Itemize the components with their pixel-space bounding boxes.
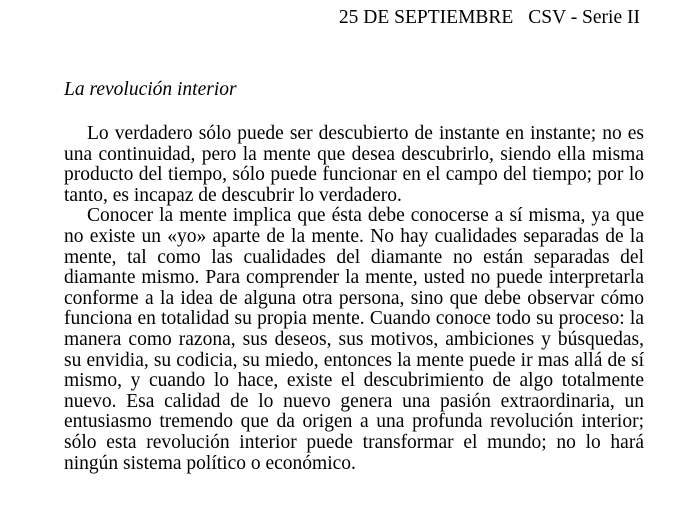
section-title: La revolución interior (64, 79, 237, 100)
paragraph: Lo verdadero sólo puede ser descubierto de instante en instante; no es una continuidad, pero la mente que desea descubrirlo, siendo ella misma producto del tiempo, sólo puede funcionar en el campo del tiempo; por lo tanto, es incapaz de descubrir lo verdadero. (64, 123, 644, 206)
header-date: 25 DE SEPTIEMBRE (338, 7, 514, 28)
paragraph: Conocer la mente implica que ésta debe conocerse a sí misma, ya que no existe un «yo» aparte de la mente. No hay cualidades separadas de la mente, tal como las cualidades del diamante no están separadas del diamante mismo. Para comprender la mente, usted no puede interpretarla conforme a la idea de alguna otra persona, sino que debe observar cómo funciona en totalidad su propia mente. Cuando conoce todo su proceso: la manera como razona, sus deseos, sus motivos, ambiciones y búsquedas, su envidia, su codicia, su miedo, entonces la mente puede ir mas allá de sí mismo, y cuando lo hace, existe el descubrimiento de algo totalmente nuevo. Esa calidad de lo nuevo genera una pasión extraordinaria, un entusiasmo tremendo que da origen a una profunda revolución interior; sólo esta revolución interior puede transformar el mundo; no lo hará ningún sistema político o económico. (64, 205, 644, 474)
body-text (64, 124, 644, 474)
running-header (339, 6, 640, 30)
header-series: CSV - Serie II (528, 7, 640, 28)
